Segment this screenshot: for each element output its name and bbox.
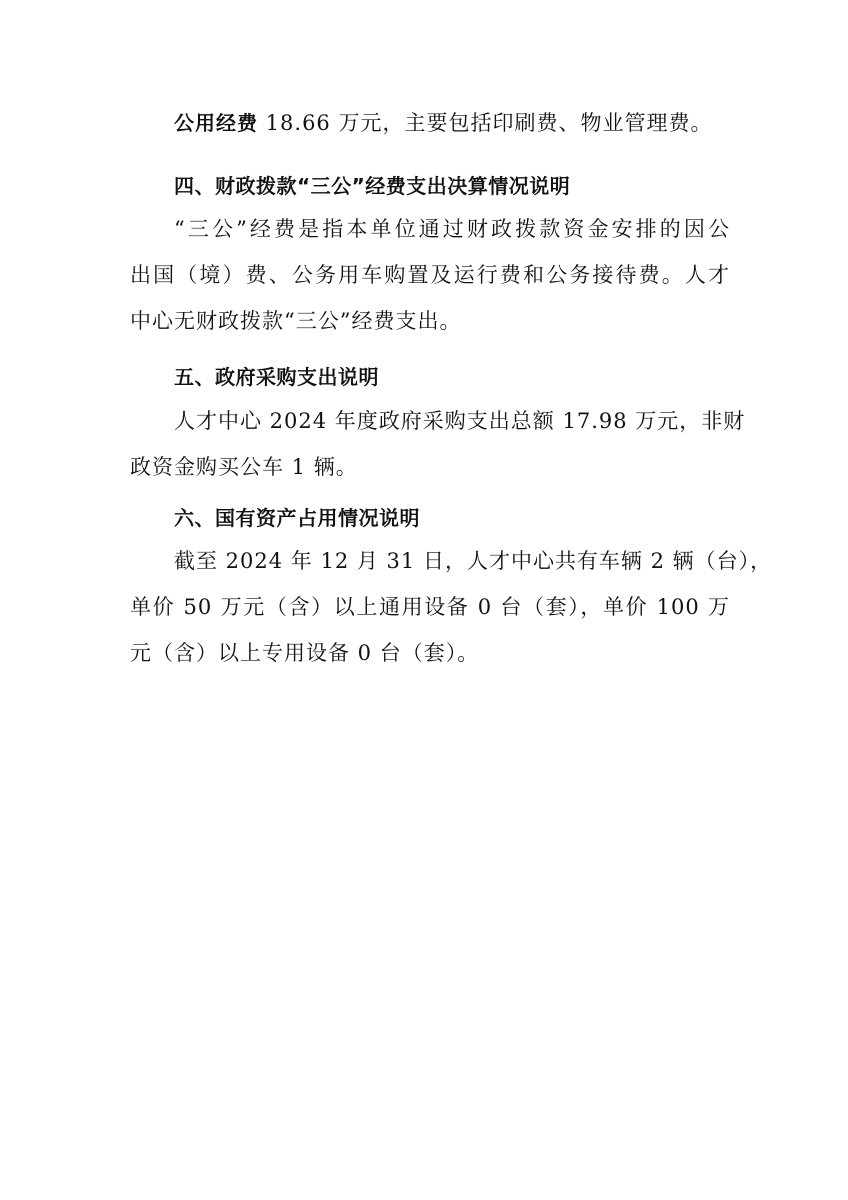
office-expense-text: 18.66 万元，主要包括印刷费、物业管理费。 (258, 111, 713, 135)
section-6-line-1: 截至 2024 年 12 月 31 日，人才中心共有车辆 2 辆（台）， (174, 549, 773, 573)
section-5-heading: 五、政府采购支出说明 (174, 365, 379, 389)
section-5-line-1: 人才中心 2024 年度政府采购支出总额 17.98 万元，非财 (174, 409, 746, 433)
section-4-line-3: 中心无财政拨款“三公”经费支出。 (130, 309, 462, 333)
section-4-line-2: 出国（境）费、公务用车购置及运行费和公务接待费。人才 (130, 263, 730, 287)
section-6-line-2: 单价 50 万元（含）以上通用设备 0 台（套），单价 100 万 (130, 595, 730, 619)
section-4-heading: 四、财政拨款“三公”经费支出决算情况说明 (174, 174, 571, 198)
section-6-heading: 六、国有资产占用情况说明 (174, 506, 420, 530)
office-expense-label: 公用经费 (174, 111, 258, 135)
office-expense-paragraph (174, 108, 730, 138)
section-5-line-2: 政资金购买公车 1 辆。 (130, 455, 358, 479)
section-6-line-3: 元（含）以上专用设备 0 台（套）。 (130, 641, 480, 665)
section-4-line-1: “三公”经费是指本单位通过财政拨款资金安排的因公 (174, 217, 730, 241)
